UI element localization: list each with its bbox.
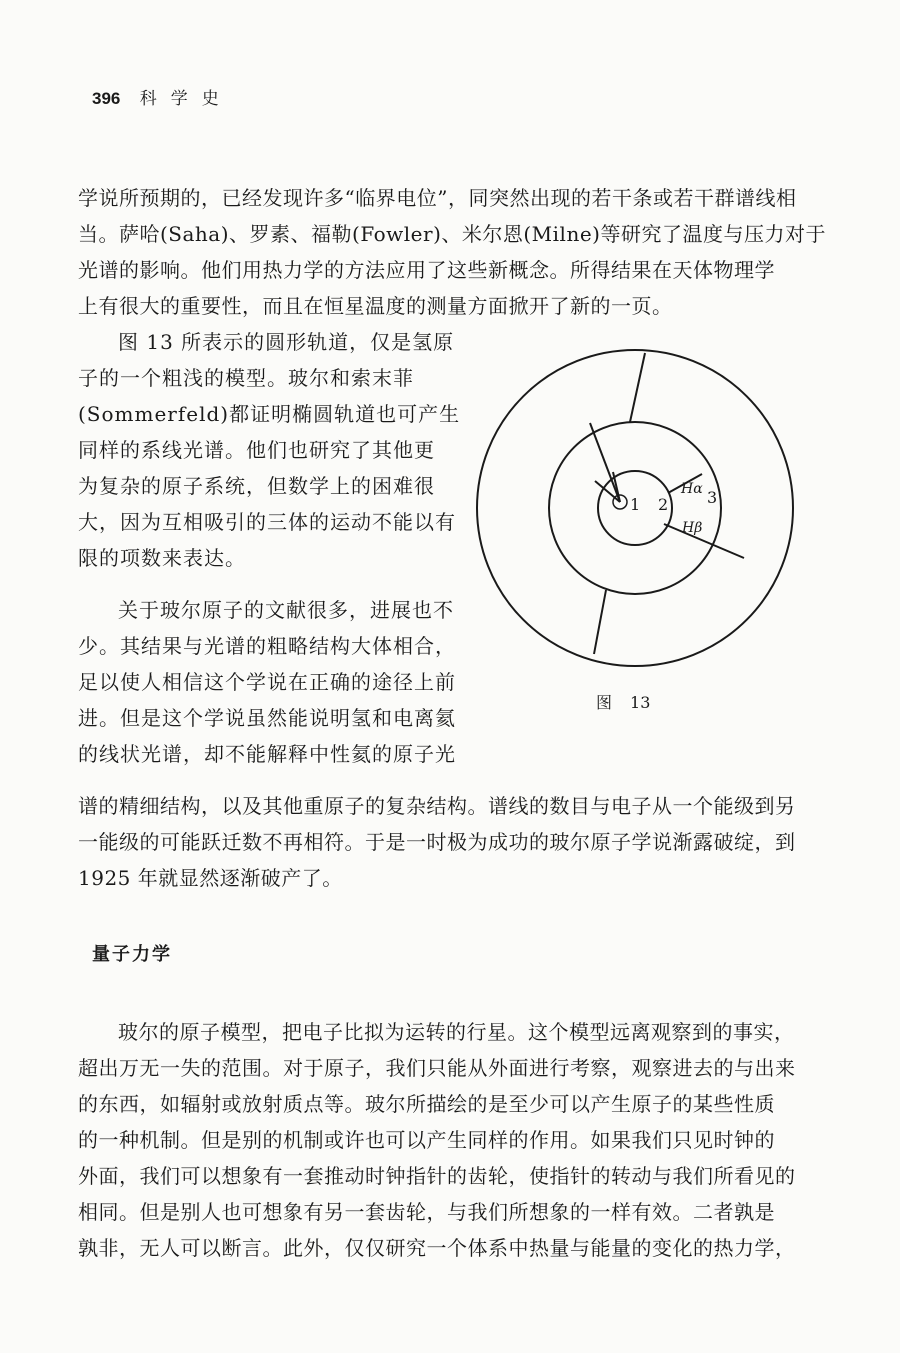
h-beta-label: Hβ — [682, 520, 703, 536]
level-1-label: 1 — [630, 495, 641, 514]
text-line: 的一种机制。但是别的机制或许也可以产生同样的作用。如果我们只见时钟的 — [78, 1128, 775, 1152]
text-line: 的东西，如辐射或放射质点等。玻尔所描绘的是至少可以产生原子的某些性质 — [78, 1092, 775, 1116]
paragraph-2 — [78, 324, 461, 576]
text-line: 大，因为互相吸引的三体的运动不能以有 — [78, 510, 456, 534]
text-line: 进。但是这个学说虽然能说明氢和电离氦 — [78, 706, 456, 730]
caption-number: 13 — [630, 693, 651, 712]
text-line: 限的项数来表达。 — [78, 546, 246, 570]
text-line: 外面，我们可以想象有一套推动时钟指针的齿轮，使指针的转动与我们所看见的 — [78, 1164, 796, 1188]
level-3-label: 3 — [707, 488, 718, 507]
text-line: 的线状光谱，却不能解释中性氦的原子光 — [78, 742, 456, 766]
text-line: 足以使人相信这个学说在正确的途径上前 — [78, 670, 456, 694]
text-line: 为复杂的原子系统，但数学上的困难很 — [78, 474, 435, 498]
h-beta-transition-line — [664, 524, 744, 558]
text-line: 孰非，无人可以断言。此外，仅仅研究一个体系中热量与能量的变化的热力学， — [78, 1236, 796, 1260]
running-header — [92, 84, 233, 109]
text-line: (Sommerfeld)都证明椭圆轨道也可产生 — [78, 402, 461, 426]
text-line: 谱的精细结构，以及其他重原子的复杂结构。谱线的数目与电子从一个能级到另 — [78, 794, 796, 818]
section-heading: 量子力学 — [92, 944, 172, 965]
text-line: 光谱的影响。他们用热力学的方法应用了这些新概念。所得结果在天体物理学 — [78, 258, 775, 282]
page-number: 396 — [92, 89, 121, 108]
text-line: 当。萨哈(Saha)、罗素、福勒(Fowler)、米尔恩(Milne)等研究了温度与压力对于 — [78, 222, 826, 246]
level-2-label: 2 — [658, 495, 669, 514]
radial-line-bottom — [594, 590, 606, 654]
h-alpha-label: Hα — [681, 481, 703, 497]
text-line: 同样的系线光谱。他们也研究了其他更 — [78, 438, 435, 462]
text-line: 玻尔的原子模型，把电子比拟为运转的行星。这个模型远离观察到的事实， — [118, 1020, 795, 1044]
figure-caption — [596, 690, 668, 713]
radial-line-top — [630, 353, 645, 422]
bohr-orbit-diagram — [470, 343, 800, 673]
text-line: 学说所预期的，已经发现许多“临界电位”，同突然出现的若干条或若干群谱线相 — [78, 186, 797, 210]
book-title: 科学史 — [139, 89, 233, 109]
text-line: 图 13 所表示的圆形轨道，仅是氢原 — [118, 330, 455, 354]
paragraph-3-continued — [78, 788, 803, 896]
paragraph-4 — [78, 1014, 803, 1266]
caption-prefix: 图 — [596, 693, 613, 712]
text-line: 子的一个粗浅的模型。玻尔和索末菲 — [78, 366, 414, 390]
text-line: 少。其结果与光谱的粗略结构大体相合， — [78, 634, 456, 658]
text-line: 上有很大的重要性，而且在恒星温度的测量方面掀开了新的一页。 — [78, 294, 673, 318]
paragraph-1 — [78, 180, 826, 324]
text-line: 关于玻尔原子的文献很多，进展也不 — [118, 598, 454, 622]
text-line: 超出万无一失的范围。对于原子，我们只能从外面进行考察，观察进去的与出来 — [78, 1056, 796, 1080]
text-line: 一能级的可能跃迁数不再相符。于是一时极为成功的玻尔原子学说渐露破绽，到 — [78, 830, 796, 854]
paragraph-3 — [78, 592, 456, 772]
text-line: 1925 年就显然逐渐破产了。 — [78, 866, 343, 890]
text-line: 相同。但是别人也可想象有另一套齿轮，与我们所想象的一样有效。二者孰是 — [78, 1200, 775, 1224]
